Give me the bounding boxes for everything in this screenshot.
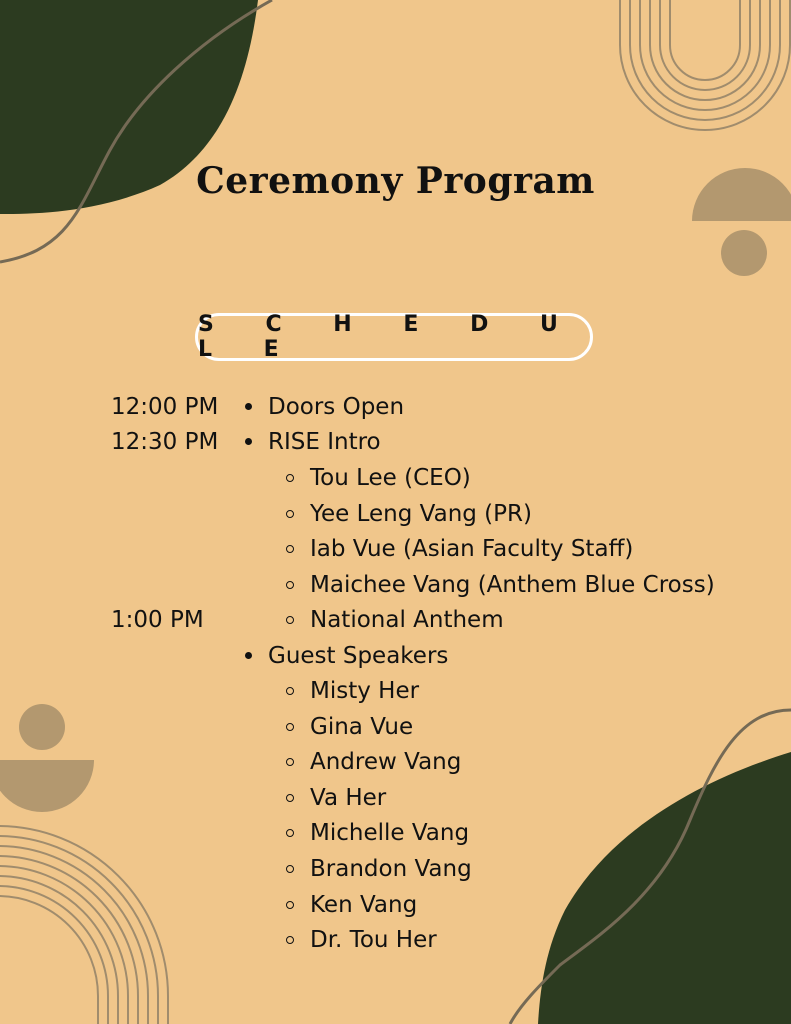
- sub-bullet-icon: [286, 581, 294, 589]
- time-label: 1:00 PM: [111, 607, 204, 633]
- sub-bullet-icon: [286, 687, 294, 695]
- schedule-subitem: Yee Leng Vang (PR): [310, 501, 532, 527]
- sub-bullet-icon: [286, 545, 294, 553]
- bottom-left-half-circle: [0, 760, 94, 812]
- page-title: Ceremony Program: [196, 160, 595, 202]
- schedule-item: RISE Intro: [268, 429, 381, 455]
- schedule-label: S C H E D U L E: [198, 312, 580, 362]
- schedule-subitem: Tou Lee (CEO): [310, 465, 471, 491]
- schedule-subitem: Va Her: [310, 785, 387, 811]
- top-right-dot: [721, 230, 767, 276]
- time-label: 12:00 PM: [111, 394, 219, 420]
- schedule-subitem: National Anthem: [310, 607, 504, 633]
- schedule-subitem: Gina Vue: [310, 714, 414, 740]
- bottom-left-arches: [0, 826, 168, 1024]
- schedule-subitem: Ken Vang: [310, 892, 418, 918]
- sub-bullet-icon: [286, 901, 294, 909]
- sub-bullet-icon: [286, 723, 294, 731]
- top-right-arches: [620, 0, 790, 130]
- schedule-subitem: Andrew Vang: [310, 749, 462, 775]
- bullet-icon: [245, 652, 252, 659]
- bullet-icon: [245, 438, 252, 445]
- bullet-icon: [245, 403, 252, 410]
- sub-bullet-icon: [286, 829, 294, 837]
- schedule-subitem: Iab Vue (Asian Faculty Staff): [310, 536, 634, 562]
- time-label: 12:30 PM: [111, 429, 219, 455]
- schedule-subitem: Michelle Vang: [310, 820, 470, 846]
- sub-bullet-icon: [286, 616, 294, 624]
- schedule-item: Doors Open: [268, 394, 405, 420]
- sub-bullet-icon: [286, 936, 294, 944]
- sub-bullet-icon: [286, 794, 294, 802]
- bottom-right-green-blob: [538, 752, 791, 1024]
- schedule-subitem: Misty Her: [310, 678, 420, 704]
- sub-bullet-icon: [286, 510, 294, 518]
- sub-bullet-icon: [286, 474, 294, 482]
- schedule-subitem: Brandon Vang: [310, 856, 472, 882]
- sub-bullet-icon: [286, 865, 294, 873]
- schedule-subitem: Dr. Tou Her: [310, 927, 437, 953]
- sub-bullet-icon: [286, 758, 294, 766]
- bottom-left-dot: [19, 704, 65, 750]
- schedule-item: Guest Speakers: [268, 643, 449, 669]
- schedule-subitem: Maichee Vang (Anthem Blue Cross): [310, 572, 715, 598]
- schedule-header-pill: [195, 313, 593, 361]
